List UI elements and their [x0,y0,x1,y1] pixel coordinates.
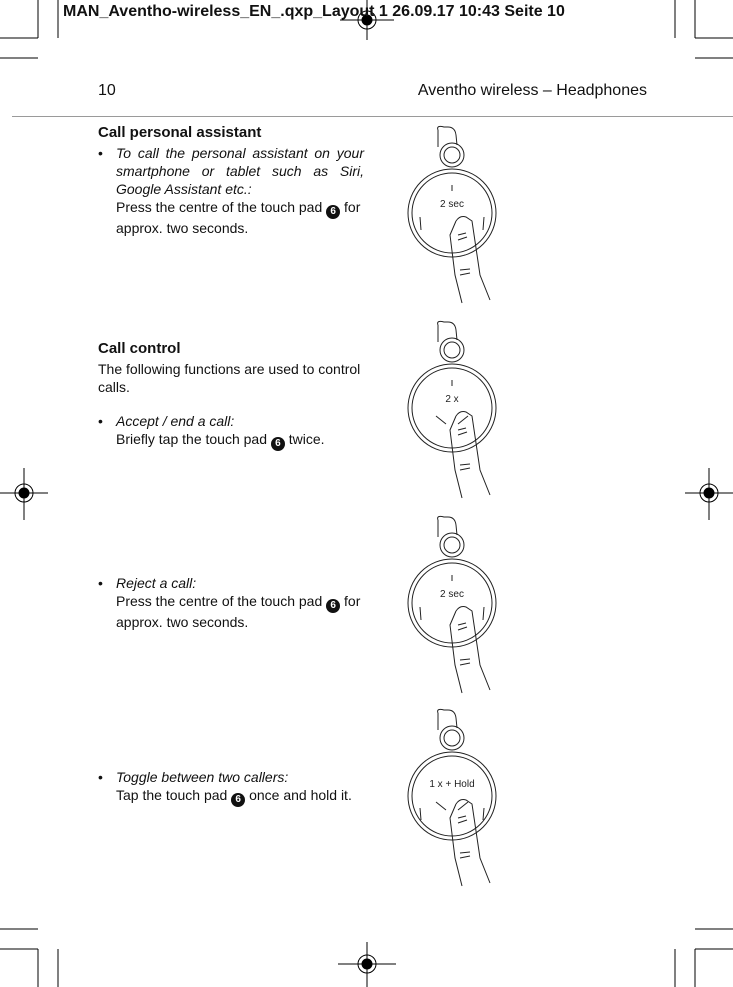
toggle-callers-bullet [98,768,368,807]
gesture-label: 2 sec [440,199,464,210]
gesture-label: 2 sec [440,589,464,600]
assistant-instruction-line2: approx. two seconds. [116,220,249,236]
registration-mark-bottom [338,942,396,987]
touch-pad-number-badge: 6 [326,205,340,219]
call-control-intro: The following functions are used to control calls. [98,361,361,395]
bullet: • [98,145,103,161]
section-heading-call-control: Call control [98,340,181,357]
accept-call-instruction: Briefly tap the touch pad 6 twice. [116,431,325,449]
assistant-italic-line: To call the personal assistant on your [116,145,364,161]
gesture-label: 1 x + Hold [429,779,475,790]
section-heading-assistant: Call personal assistant [98,124,262,141]
reject-call-instruction-line2: approx. two seconds. [116,614,249,630]
registration-mark-left [0,468,48,520]
page-number: 10 [98,82,116,99]
gesture-label: 2 x [445,394,459,405]
headphone-touch-illustration [400,125,520,305]
headphone-touch-illustration [400,708,520,888]
header-divider [12,116,733,117]
reject-call-bullet [98,574,368,631]
assistant-italic-line: Google Assistant etc.: [116,181,252,197]
toggle-callers-title: Toggle between two callers: [116,769,289,785]
assistant-bullet [98,144,364,237]
headphone-touch-illustration [400,515,520,695]
assistant-italic-line: smartphone or tablet such as Siri, [116,163,364,179]
print-slug: MAN_Aventho-wireless_EN_.qxp_Layout 1 26.09.17 10:43 Seite 10 [63,3,565,20]
accept-call-title: Accept / end a call: [116,413,235,429]
bullet: • [98,575,103,591]
touch-pad-number-badge: 6 [231,793,245,807]
touch-pad-number-badge: 6 [326,599,340,613]
running-title: Aventho wireless – Headphones [417,82,647,99]
reject-call-title: Reject a call: [116,575,197,591]
bullet: • [98,413,103,429]
headphone-touch-illustration [400,320,520,500]
reject-call-instruction: Press the centre of the touch pad 6 for [116,593,361,611]
registration-mark-right [685,468,733,520]
toggle-callers-instruction: Tap the touch pad 6 once and hold it. [116,787,352,805]
bullet: • [98,769,103,785]
accept-call-bullet [98,412,368,451]
assistant-instruction: Press the centre of the touch pad 6 for [116,199,361,217]
touch-pad-number-badge: 6 [271,437,285,451]
